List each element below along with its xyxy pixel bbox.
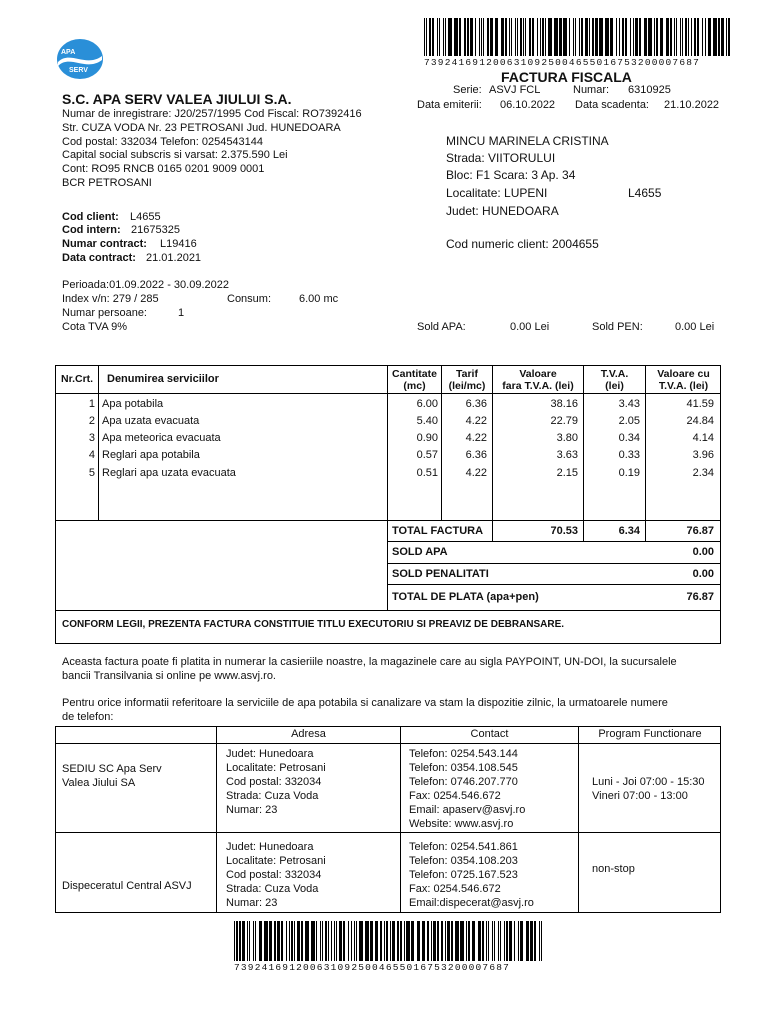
row-tarif: 4.22 bbox=[465, 467, 487, 479]
data-contract-label: Data contract: bbox=[62, 252, 136, 264]
row-tarif: 4.22 bbox=[465, 415, 487, 427]
row-total: 2.34 bbox=[692, 467, 714, 479]
program-line: Luni - Joi 07:00 - 15:30 bbox=[592, 776, 705, 788]
cod-client-label: Cod client: bbox=[62, 211, 119, 223]
contact-info-line2: de telefon: bbox=[62, 711, 114, 723]
sold-apa-value: 0.00 Lei bbox=[510, 321, 550, 333]
company-line: Str. CUZA VODA Nr. 23 PETROSANI Jud. HUNEDOARA bbox=[62, 122, 341, 134]
sold-apa-label: Sold APA: bbox=[417, 321, 466, 333]
contact-info-line1: Pentru orice informatii referitoare la serviciile de apa potabila si canalizare va stam la dispozitie zilnic, la urmatoarele numere bbox=[62, 697, 668, 709]
address-line: Localitate: Petrosani bbox=[226, 762, 326, 774]
row-qty: 0.90 bbox=[416, 432, 438, 444]
client-bloc: Bloc: F1 Scara: 3 Ap. 34 bbox=[446, 168, 576, 182]
program-line: Vineri 07:00 - 13:00 bbox=[592, 790, 688, 802]
address-line: Judet: Hunedoara bbox=[226, 841, 314, 853]
company-line: Cod postal: 332034 Telefon: 0254543144 bbox=[62, 136, 264, 148]
row-total: 24.84 bbox=[686, 415, 714, 427]
row-val: 38.16 bbox=[550, 398, 578, 410]
row-tarif: 6.36 bbox=[465, 398, 487, 410]
cod-client-value: L4655 bbox=[130, 211, 161, 223]
adresa-header: Adresa bbox=[291, 728, 326, 740]
col-tarif-header: Tarif (lei/mc) bbox=[448, 368, 486, 392]
data-contract-value: 21.01.2021 bbox=[146, 252, 202, 264]
row-val: 3.80 bbox=[556, 432, 578, 444]
contact-header: Contact bbox=[470, 728, 509, 740]
row-tarif: 4.22 bbox=[465, 432, 487, 444]
email-link[interactable]: Email:dispecerat@asvj.ro bbox=[409, 897, 534, 909]
payment-info-line1: Aceasta factura poate fi platita in numerar la casieriile noastre, la magazinele care au sigla PAYPOINT, UN-DOI, la sucursalele bbox=[62, 656, 677, 668]
sold-pen-row-value: 0.00 bbox=[692, 568, 714, 580]
total-plata-label: TOTAL DE PLATA (apa+pen) bbox=[392, 591, 539, 603]
serie-label: Serie: bbox=[453, 84, 482, 96]
persoane-label: Numar persoane: bbox=[62, 307, 147, 319]
row-val: 22.79 bbox=[550, 415, 578, 427]
logo-text-serv: SERV bbox=[69, 67, 88, 74]
address-line: Judet: Hunedoara bbox=[226, 748, 314, 760]
email-link[interactable]: Email: apaserv@asvj.ro bbox=[409, 804, 526, 816]
company-line: Cont: RO95 RNCB 0165 0201 9009 0001 bbox=[62, 163, 265, 175]
total-factura-val: 70.53 bbox=[550, 525, 578, 537]
row-total: 3.96 bbox=[692, 449, 714, 461]
contract-label: Numar contract: bbox=[62, 238, 147, 250]
numar-value: 6310925 bbox=[628, 84, 671, 96]
col-cantitate-header: Cantitate (mc) bbox=[392, 368, 437, 392]
row-tarif: 6.36 bbox=[465, 449, 487, 461]
emitere-value: 06.10.2022 bbox=[500, 99, 556, 111]
numar-label: Numar: bbox=[573, 84, 610, 96]
row-qty: 5.40 bbox=[416, 415, 438, 427]
barcode-top bbox=[424, 18, 732, 56]
total-plata-value: 76.87 bbox=[686, 591, 714, 603]
client-name: MINCU MARINELA CRISTINA bbox=[446, 134, 609, 148]
row-nr: 5 bbox=[88, 467, 95, 479]
row-val: 2.15 bbox=[556, 467, 578, 479]
row-tva: 0.34 bbox=[618, 432, 640, 444]
perioada: Perioada:01.09.2022 - 30.09.2022 bbox=[62, 279, 229, 291]
row-tva: 0.19 bbox=[618, 467, 640, 479]
row-name: Apa uzata evacuata bbox=[102, 415, 200, 427]
col-denumire-header: Denumirea serviciilor bbox=[107, 373, 219, 385]
contact-line: Telefon: 0354.108.545 bbox=[409, 762, 518, 774]
address-line: Cod postal: 332034 bbox=[226, 776, 322, 788]
col-total-header: Valoare cu T.V.A. (lei) bbox=[657, 368, 710, 392]
sold-apa-row-value: 0.00 bbox=[692, 546, 714, 558]
contact-line: Fax: 0254.546.672 bbox=[409, 883, 501, 895]
sold-pen-row-label: SOLD PENALITATI bbox=[392, 568, 489, 580]
row-tva: 0.33 bbox=[618, 449, 640, 461]
row-total: 41.59 bbox=[686, 398, 714, 410]
address-line: Numar: 23 bbox=[226, 804, 278, 816]
row-nr: 2 bbox=[88, 415, 95, 427]
row-qty: 0.51 bbox=[416, 467, 438, 479]
client-street: Strada: VIITORULUI bbox=[446, 151, 556, 165]
emitere-label: Data emiterii: bbox=[417, 99, 482, 111]
row-nr: 3 bbox=[88, 432, 95, 444]
contact-line: Telefon: 0254.541.861 bbox=[409, 841, 518, 853]
address-line: Numar: 23 bbox=[226, 897, 278, 909]
row-tva: 3.43 bbox=[618, 398, 640, 410]
payment-info-line2: bancii Transilvania si online pe www.asvj.ro. bbox=[62, 670, 276, 682]
serie-value: ASVJ FCL bbox=[489, 84, 541, 96]
apa-serv-logo bbox=[56, 38, 104, 80]
company-line: BCR PETROSANI bbox=[62, 177, 152, 189]
program-line: non-stop bbox=[592, 863, 635, 875]
website-link[interactable]: Website: www.asvj.ro bbox=[409, 818, 514, 830]
invoice-title: FACTURA FISCALA bbox=[501, 69, 632, 85]
row-val: 3.63 bbox=[556, 449, 578, 461]
contact-row-name: Dispeceratul Central ASVJ bbox=[62, 880, 192, 892]
contact-line: Telefon: 0725.167.523 bbox=[409, 869, 518, 881]
row-total: 4.14 bbox=[692, 432, 714, 444]
contact-row-name: SEDIU SC Apa Serv bbox=[62, 763, 162, 775]
logo-text-apa: APA bbox=[61, 49, 76, 56]
company-line: Capital social subscris si varsat: 2.375.590 Lei bbox=[62, 149, 288, 161]
contact-row-name: Valea Jiului SA bbox=[62, 777, 136, 789]
sold-apa-row-label: SOLD APA bbox=[392, 546, 448, 558]
client-judet: Judet: HUNEDOARA bbox=[446, 204, 559, 218]
row-qty: 6.00 bbox=[416, 398, 438, 410]
row-nr: 4 bbox=[88, 449, 95, 461]
company-line: Numar de inregistrare: J20/257/1995 Cod Fiscal: RO7392416 bbox=[62, 108, 362, 120]
barcode-bar bbox=[542, 921, 543, 961]
barcode-bar bbox=[730, 18, 731, 56]
client-localitate: Localitate: LUPENI bbox=[446, 186, 548, 200]
sold-pen-value: 0.00 Lei bbox=[675, 321, 715, 333]
barcode-bottom-number: 7392416912006310925004655016753200007687 bbox=[234, 962, 511, 973]
address-line: Strada: Cuza Voda bbox=[226, 883, 319, 895]
company-name: S.C. APA SERV VALEA JIULUI S.A. bbox=[62, 91, 292, 107]
contract-value: L19416 bbox=[160, 238, 197, 250]
col-tva-header: T.V.A. (lei) bbox=[600, 368, 629, 392]
col-nr-header: Nr.Crt. bbox=[61, 373, 94, 385]
contact-line: Telefon: 0746.207.770 bbox=[409, 776, 518, 788]
row-tva: 2.05 bbox=[618, 415, 640, 427]
contact-line: Fax: 0254.546.672 bbox=[409, 790, 501, 802]
consum-value: 6.00 mc bbox=[299, 293, 339, 305]
cod-intern-value: 21675325 bbox=[131, 224, 180, 236]
legal-notice: CONFORM LEGII, PREZENTA FACTURA CONSTITUIE TITLU EXECUTORIU SI PREAVIZ DE DEBRANSARE. bbox=[62, 619, 565, 630]
row-name: Apa potabila bbox=[102, 398, 164, 410]
cota-tva: Cota TVA 9% bbox=[62, 321, 128, 333]
scadenta-label: Data scadenta: bbox=[575, 99, 649, 111]
contact-line: Telefon: 0254.543.144 bbox=[409, 748, 518, 760]
contact-line: Telefon: 0354.108.203 bbox=[409, 855, 518, 867]
client-cod-numeric: Cod numeric client: 2004655 bbox=[446, 237, 599, 251]
row-name: Apa meteorica evacuata bbox=[102, 432, 221, 444]
total-factura-label: TOTAL FACTURA bbox=[392, 525, 484, 537]
col-valoare-header: Valoare fara T.V.A. (lei) bbox=[502, 368, 574, 392]
row-name: Reglari apa uzata evacuata bbox=[102, 467, 236, 479]
barcode-bottom bbox=[234, 921, 544, 961]
address-line: Localitate: Petrosani bbox=[226, 855, 326, 867]
address-line: Strada: Cuza Voda bbox=[226, 790, 319, 802]
row-nr: 1 bbox=[88, 398, 95, 410]
index: Index v/n: 279 / 285 bbox=[62, 293, 159, 305]
program-header: Program Functionare bbox=[598, 728, 702, 740]
cod-intern-label: Cod intern: bbox=[62, 224, 121, 236]
persoane-value: 1 bbox=[178, 307, 185, 319]
barcode-top-number: 7392416912006310925004655016753200007687 bbox=[424, 57, 701, 68]
total-factura-tva: 6.34 bbox=[618, 525, 640, 537]
consum-label: Consum: bbox=[227, 293, 272, 305]
address-line: Cod postal: 332034 bbox=[226, 869, 322, 881]
sold-pen-label: Sold PEN: bbox=[592, 321, 643, 333]
row-qty: 0.57 bbox=[416, 449, 438, 461]
total-factura-total: 76.87 bbox=[686, 525, 714, 537]
scadenta-value: 21.10.2022 bbox=[664, 99, 720, 111]
client-code: L4655 bbox=[628, 186, 662, 200]
row-name: Reglari apa potabila bbox=[102, 449, 200, 461]
